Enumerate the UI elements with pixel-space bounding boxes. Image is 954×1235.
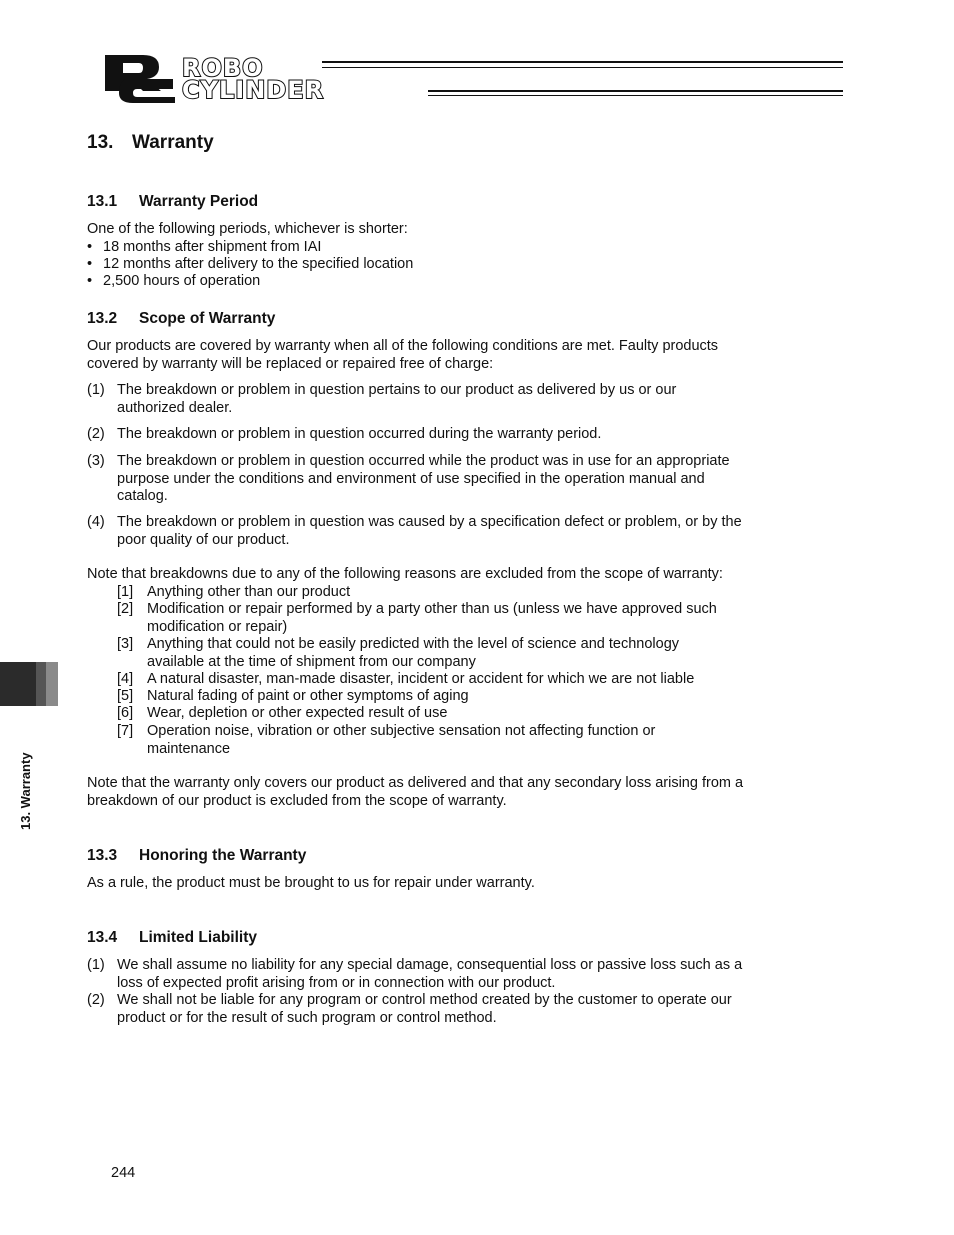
chapter-tab-marker (0, 662, 58, 706)
honoring-text: As a rule, the product must be brought to us for repair under warranty. (87, 875, 535, 891)
section-heading-13-2: 13.2 Scope of Warranty (87, 310, 276, 327)
header-rule-bottom (428, 90, 843, 92)
rc-logo-icon (103, 53, 177, 103)
sidebar-chapter-label: 13. Warranty (18, 752, 33, 830)
section-heading-13-1: 13.1 Warranty Period (87, 193, 259, 210)
header-rule-bottom-thin (428, 95, 843, 96)
chapter-title: 13. Warranty (87, 132, 214, 153)
warranty-period-intro: One of the following periods, whichever is shorter: (87, 221, 408, 237)
header-rule-top-thin (322, 67, 843, 68)
section-heading-13-3: 13.3 Honoring the Warranty (87, 847, 307, 864)
scope-intro: Our products are covered by warranty when all of the following conditions are met. Faulty products covered by warranty will be replaced or repaired free of charge: (87, 338, 719, 372)
logo-text-robo: ROBO (182, 54, 264, 82)
section-heading-13-4: 13.4 Limited Liability (87, 929, 257, 946)
header-rule-top (322, 61, 843, 63)
secondary-loss-note: Note that the warranty only covers our product as delivered and that any secondary loss arising from a breakdown of our product is excluded from the scope of warranty. (87, 775, 744, 809)
exclusion-note: Note that breakdowns due to any of the following reasons are excluded from the scope of warranty: (87, 566, 723, 582)
page-number: 244 (111, 1165, 136, 1181)
logo-text-cylinder: CYLINDER (182, 76, 325, 104)
